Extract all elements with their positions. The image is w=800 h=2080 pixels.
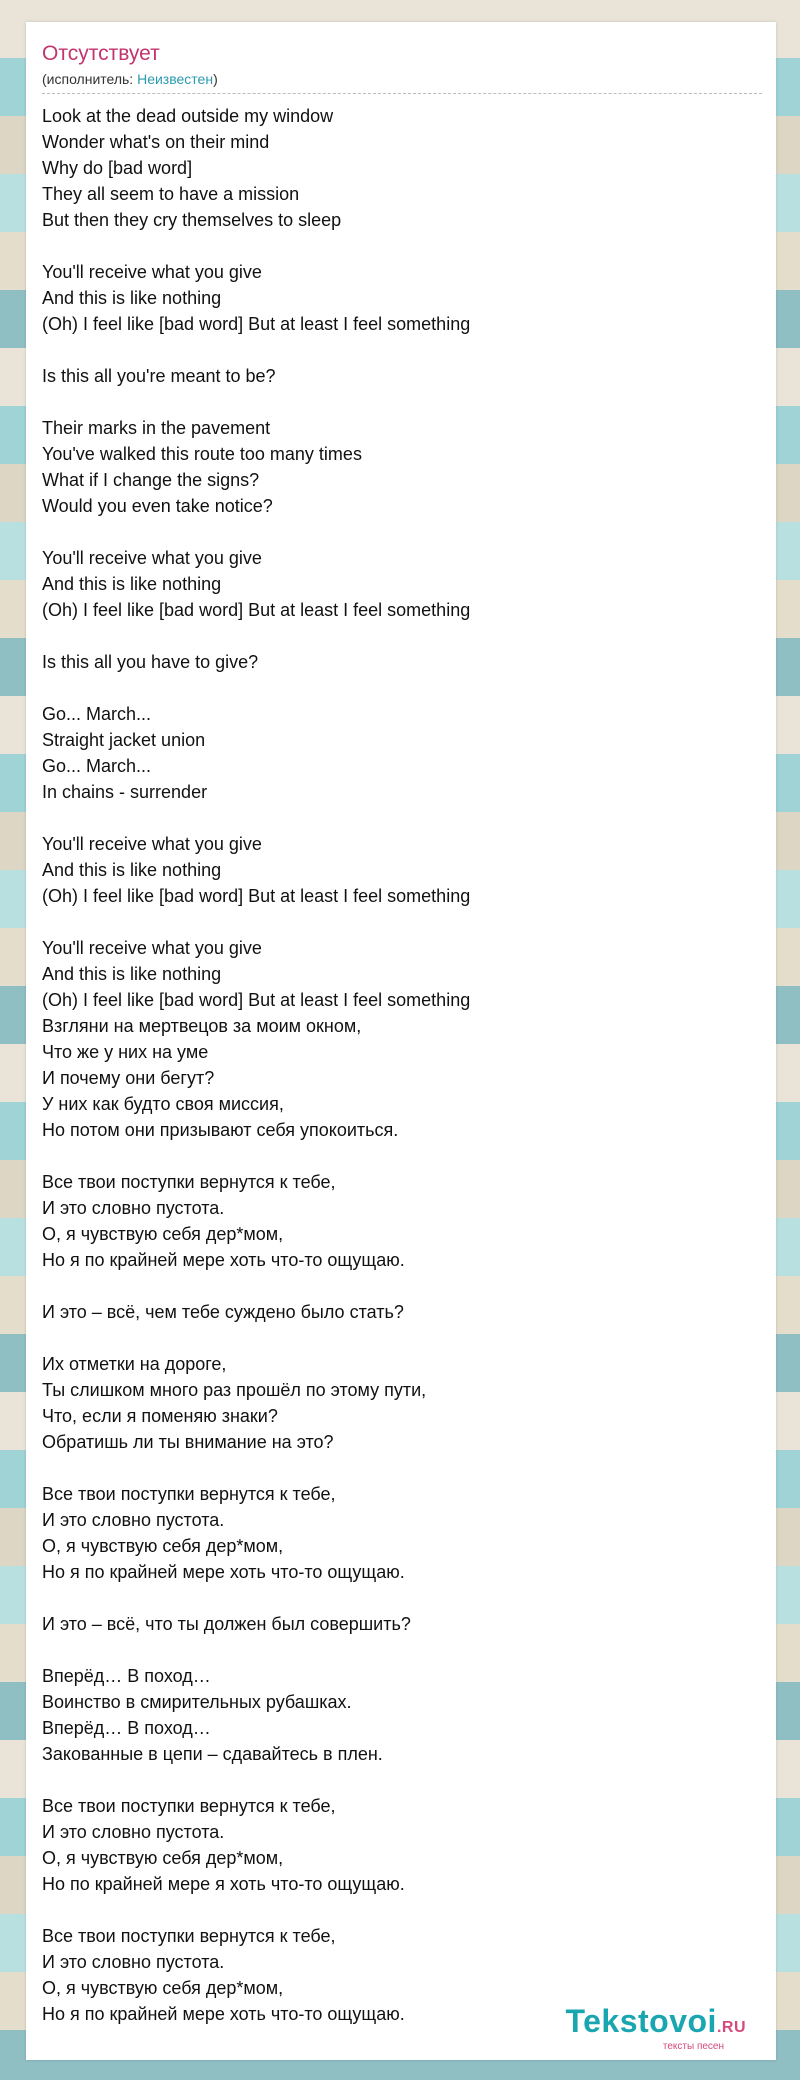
lyrics-blank-line: [42, 909, 470, 935]
lyrics-line: Но я по крайней мере хоть что-то ощущаю.: [42, 1562, 405, 1582]
lyrics-line: О, я чувствую себя дер*мом,: [42, 1978, 284, 1998]
lyrics-blank-line: [42, 389, 470, 415]
lyrics-line: Go... March...: [42, 704, 152, 724]
lyrics-line: И это словно пустота.: [42, 1198, 225, 1218]
artist-line: [42, 71, 218, 87]
artist-link[interactable]: Неизвестен: [137, 71, 214, 87]
artist-prefix: (исполнитель:: [42, 71, 138, 87]
lyrics-card: [26, 22, 776, 2060]
lyrics-line: Wonder what's on their mind: [42, 132, 270, 152]
song-title: Отсутствует: [42, 42, 160, 65]
lyrics-line: Но я по крайней мере хоть что-то ощущаю.: [42, 2004, 405, 2024]
lyrics-line: (Oh) I feel like [bad word] But at least I feel something: [42, 600, 471, 620]
lyrics-blank-line: [42, 805, 470, 831]
lyrics-line: Ты слишком много раз прошёл по этому пути,: [42, 1380, 427, 1400]
lyrics-line: What if I change the signs?: [42, 470, 260, 490]
lyrics-line: Закованные в цепи – сдавайтесь в плен.: [42, 1744, 383, 1764]
logo-tld: .RU: [716, 2019, 746, 2036]
lyrics-line: Что же у них на уме: [42, 1042, 209, 1062]
lyrics-line: You'll receive what you give: [42, 548, 262, 568]
lyrics-line: Но я по крайней мере хоть что-то ощущаю.: [42, 1250, 405, 1270]
lyrics-line: И почему они бегут?: [42, 1068, 215, 1088]
lyrics-blank-line: [42, 1897, 470, 1923]
lyrics-text: [42, 103, 470, 2027]
lyrics-line: Все твои поступки вернутся к тебе,: [42, 1172, 336, 1192]
logo-wordmark: Tekstovoi: [565, 2003, 717, 2039]
lyrics-line: You've walked this route too many times: [42, 444, 362, 464]
site-logo[interactable]: [565, 2004, 746, 2052]
lyrics-line: И это – всё, что ты должен был совершить?: [42, 1614, 411, 1634]
lyrics-line: You'll receive what you give: [42, 262, 262, 282]
lyrics-line: But then they cry themselves to sleep: [42, 210, 342, 230]
lyrics-blank-line: [42, 1585, 470, 1611]
lyrics-line: Все твои поступки вернутся к тебе,: [42, 1484, 336, 1504]
lyrics-line: And this is like nothing: [42, 574, 222, 594]
lyrics-line: О, я чувствую себя дер*мом,: [42, 1224, 284, 1244]
lyrics-line: Взгляни на мертвецов за моим окном,: [42, 1016, 362, 1036]
lyrics-line: Все твои поступки вернутся к тебе,: [42, 1926, 336, 1946]
lyrics-line: И это словно пустота.: [42, 1822, 225, 1842]
lyrics-line: (Oh) I feel like [bad word] But at least I feel something: [42, 886, 471, 906]
lyrics-line: In chains - surrender: [42, 782, 208, 802]
logo-tagline: тексты песен: [662, 2041, 724, 2052]
lyrics-line: Go... March...: [42, 756, 152, 776]
lyrics-line: Straight jacket union: [42, 730, 206, 750]
lyrics-line: Но потом они призывают себя упокоиться.: [42, 1120, 399, 1140]
lyrics-line: Would you even take notice?: [42, 496, 273, 516]
lyrics-line: (Oh) I feel like [bad word] But at least I feel something: [42, 990, 471, 1010]
lyrics-line: Their marks in the pavement: [42, 418, 271, 438]
lyrics-line: Воинство в смирительных рубашках.: [42, 1692, 352, 1712]
lyrics-blank-line: [42, 1143, 470, 1169]
lyrics-line: Look at the dead outside my window: [42, 106, 334, 126]
lyrics-line: Вперёд… В поход…: [42, 1718, 211, 1738]
lyrics-line: And this is like nothing: [42, 860, 222, 880]
lyrics-line: О, я чувствую себя дер*мом,: [42, 1536, 284, 1556]
lyrics-blank-line: [42, 519, 470, 545]
lyrics-blank-line: [42, 233, 470, 259]
lyrics-line: О, я чувствую себя дер*мом,: [42, 1848, 284, 1868]
lyrics-blank-line: [42, 1455, 470, 1481]
artist-suffix: ): [213, 71, 218, 87]
lyrics-line: У них как будто своя миссия,: [42, 1094, 284, 1114]
lyrics-line: Но по крайней мере я хоть что-то ощущаю.: [42, 1874, 405, 1894]
header-divider: [42, 93, 762, 94]
lyrics-blank-line: [42, 623, 470, 649]
lyrics-line: Вперёд… В поход…: [42, 1666, 211, 1686]
lyrics-line: Все твои поступки вернутся к тебе,: [42, 1796, 336, 1816]
lyrics-line: Что, если я поменяю знаки?: [42, 1406, 278, 1426]
lyrics-line: Их отметки на дороге,: [42, 1354, 227, 1374]
lyrics-line: (Oh) I feel like [bad word] But at least I feel something: [42, 314, 471, 334]
lyrics-line: И это словно пустота.: [42, 1510, 225, 1530]
lyrics-blank-line: [42, 1767, 470, 1793]
lyrics-blank-line: [42, 675, 470, 701]
lyrics-line: Is this all you have to give?: [42, 652, 259, 672]
lyrics-line: И это словно пустота.: [42, 1952, 225, 1972]
lyrics-line: Is this all you're meant to be?: [42, 366, 276, 386]
lyrics-line: You'll receive what you give: [42, 834, 262, 854]
lyrics-line: And this is like nothing: [42, 964, 222, 984]
lyrics-blank-line: [42, 1637, 470, 1663]
lyrics-blank-line: [42, 337, 470, 363]
lyrics-line: You'll receive what you give: [42, 938, 262, 958]
lyrics-blank-line: [42, 1273, 470, 1299]
lyrics-line: And this is like nothing: [42, 288, 222, 308]
lyrics-line: They all seem to have a mission: [42, 184, 300, 204]
lyrics-line: Обратишь ли ты внимание на это?: [42, 1432, 334, 1452]
lyrics-line: Why do [bad word]: [42, 158, 193, 178]
lyrics-blank-line: [42, 1325, 470, 1351]
lyrics-line: И это – всё, чем тебе суждено было стать?: [42, 1302, 404, 1322]
